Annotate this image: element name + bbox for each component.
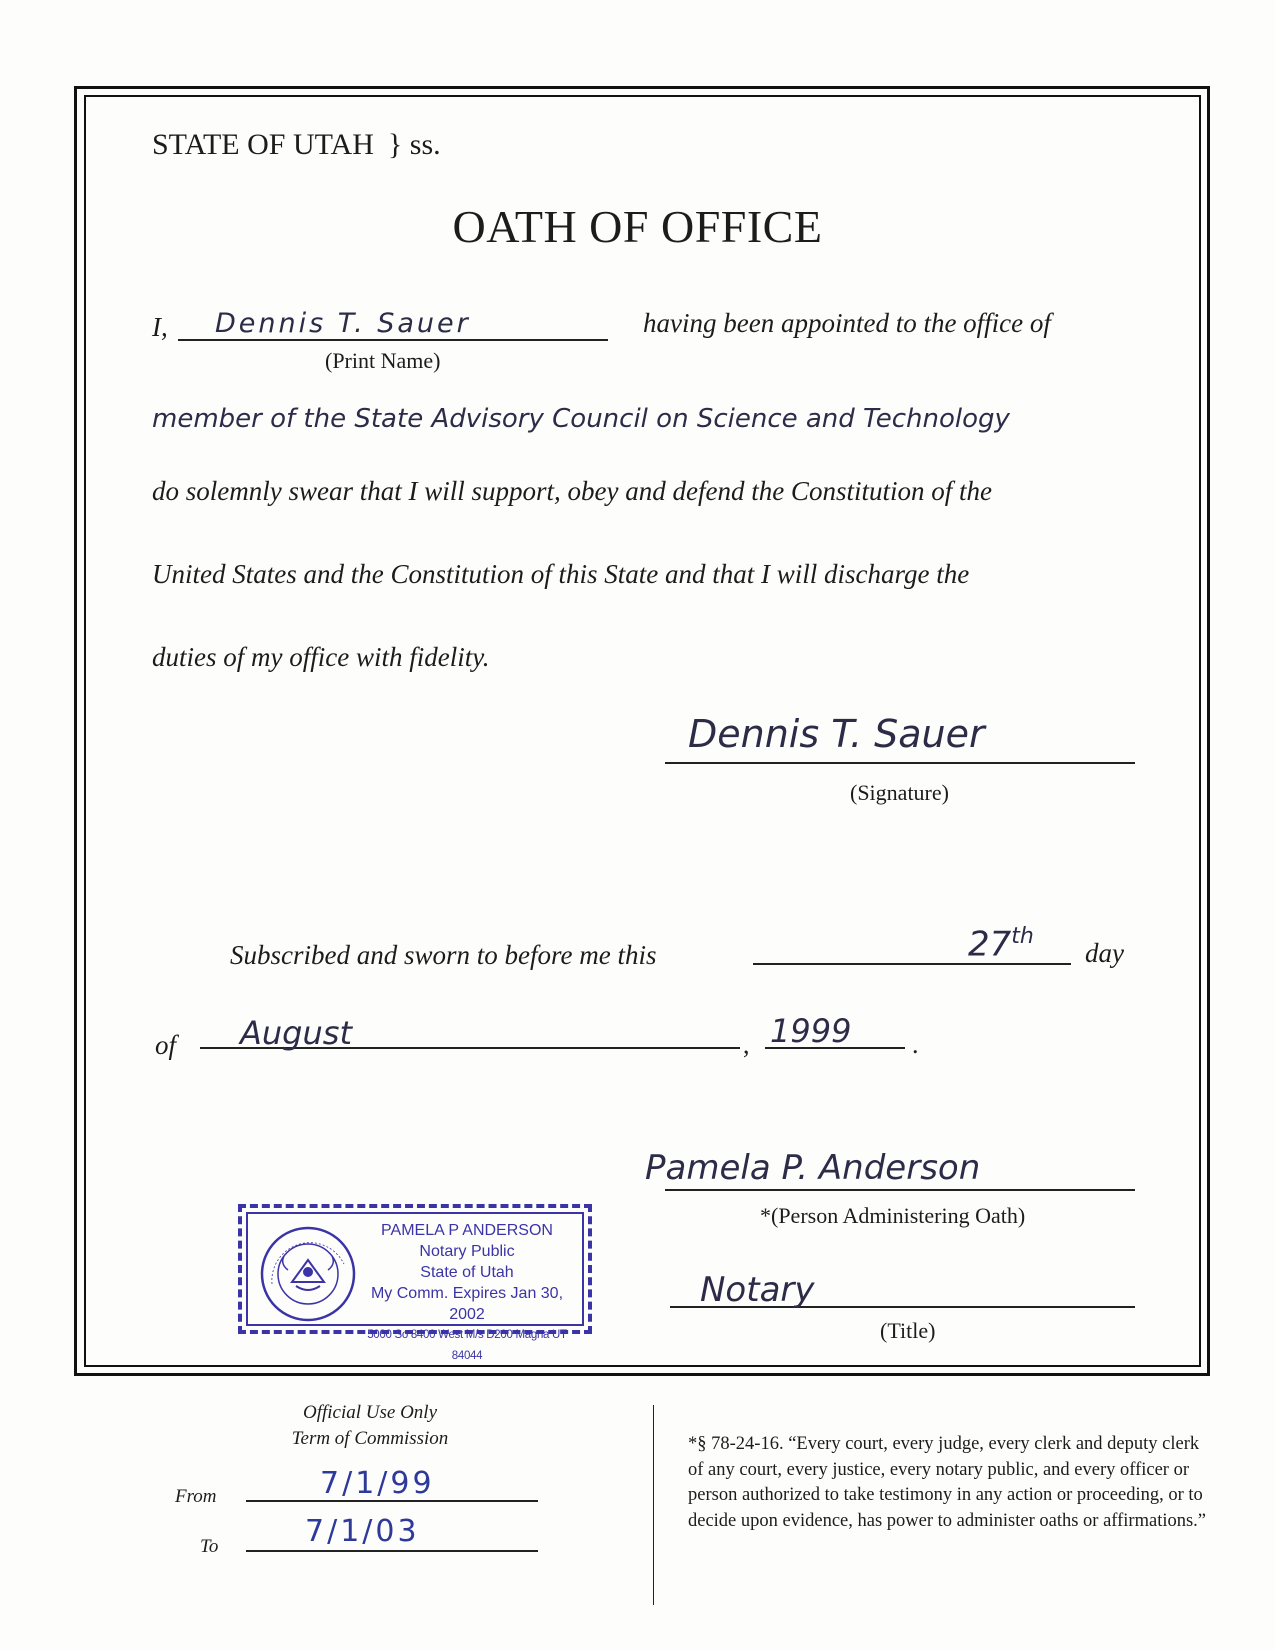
administrator-signature: Pamela P. Anderson [645,1148,981,1188]
oath-intro: I, [152,312,168,342]
to-label: To [200,1536,219,1557]
day-number: 27 [968,924,1012,965]
state-seal-icon [258,1224,358,1324]
signature-line [665,762,1135,764]
document-border-inner [84,95,1201,1367]
stamp-expires: My Comm. Expires Jan 30, 2002 [370,1285,564,1323]
day-value [968,924,1034,964]
month-value: August [240,1014,352,1052]
oath-signature: Dennis T. Sauer [688,712,985,756]
administrator-line [665,1189,1135,1191]
official-use-line-1: Official Use Only [302,1402,438,1423]
stamp-state: State of Utah [420,1264,514,1281]
ss-label: } ss. [387,128,441,161]
oath-body-line-3: duties of my office with fidelity. [152,642,490,672]
day-suffix: th [1011,924,1034,949]
administrator-caption: *(Person Administering Oath) [760,1203,1026,1228]
notary-stamp [238,1204,592,1362]
name-line [178,339,608,341]
footer-divider [653,1405,654,1605]
year-value: 1999 [770,1012,852,1050]
official-use-line-2: Term of Commission [291,1428,449,1449]
oath-body-line-2: United States and the Constitution of this State and that I will discharge the [152,559,970,589]
stamp-address: 5000 So 8400 West M/s D200 Magna UT 84044 [367,1329,567,1362]
stamp-role: Notary Public [419,1243,515,1260]
print-name-caption: (Print Name) [325,348,441,373]
oath-body-line-1: do solemnly swear that I will support, obey and defend the Constitution of the [152,476,992,506]
to-line [246,1550,538,1552]
statute-note: *§ 78-24-16. “Every court, every judge, every clerk and deputy clerk of any court, every justice, every notary public, and every officer or person authorized to take testimony in any action or proceeding, or to decide upon evidence, has power to administer oaths or affirmations.” [688,1434,1207,1531]
comma-separator: , [743,1030,750,1059]
office-name: member of the State Advisory Council on Science and Technology [152,404,1010,434]
document-title: OATH OF OFFICE [452,201,823,252]
from-value: 7/1/99 [320,1466,435,1501]
appointed-text: having been appointed to the office of [643,308,1051,338]
period: . [912,1030,919,1059]
stamp-name: PAMELA P ANDERSON [381,1222,553,1239]
of-label: of [155,1030,177,1060]
to-value: 7/1/03 [305,1514,420,1549]
official-use-heading [270,1400,470,1452]
title-caption: (Title) [880,1318,936,1343]
from-label: From [175,1486,217,1507]
printed-name: Dennis T. Sauer [215,308,471,339]
venue-header [152,128,441,162]
title-value: Notary [700,1270,815,1310]
signature-caption: (Signature) [850,780,949,805]
state-label: STATE OF UTAH [152,128,374,161]
day-label: day [1085,938,1124,968]
subscribed-text: Subscribed and sworn to before me this [230,940,657,970]
